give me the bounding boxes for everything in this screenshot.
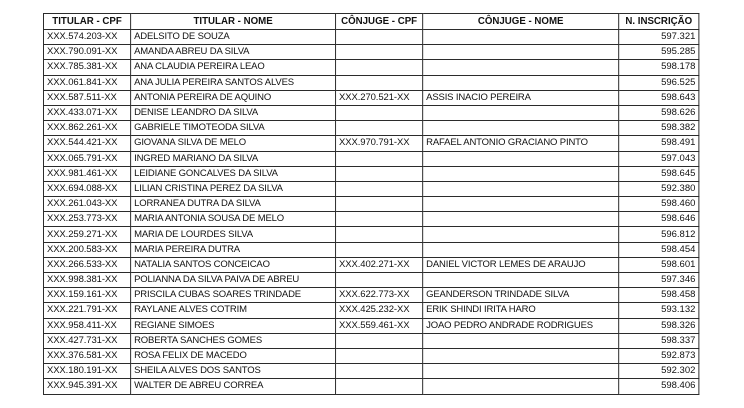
inscricao-cell: 598.458 <box>619 288 699 303</box>
inscricao-cell: 597.346 <box>619 273 699 288</box>
header-titular-nome: TITULAR - NOME <box>131 14 336 30</box>
titular-cpf-cell: XXX.065.791-XX <box>43 151 130 166</box>
titular-cpf-cell: XXX.200.583-XX <box>43 242 130 257</box>
table-row <box>43 105 698 120</box>
inscricao-cell: 598.178 <box>619 60 699 75</box>
table-row <box>43 181 698 196</box>
conjuge-cpf-cell <box>336 121 423 136</box>
inscricao-cell: 596.812 <box>619 227 699 242</box>
inscricao-cell: 595.285 <box>619 45 699 60</box>
titular-cpf-cell: XXX.261.043-XX <box>43 197 130 212</box>
inscricao-cell: 598.382 <box>619 121 699 136</box>
conjuge-nome-cell <box>423 151 619 166</box>
titular-nome-cell: DENISE LEANDRO DA SILVA <box>131 105 336 120</box>
conjuge-cpf-cell <box>336 151 423 166</box>
conjuge-cpf-cell <box>336 364 423 379</box>
titular-nome-cell: ANA JULIA PEREIRA SANTOS ALVES <box>131 75 336 90</box>
inscricao-cell: 598.406 <box>619 379 699 394</box>
conjuge-nome-cell <box>423 348 619 363</box>
conjuge-nome-cell <box>423 105 619 120</box>
titular-cpf-cell: XXX.587.511-XX <box>43 90 130 105</box>
titular-cpf-cell: XXX.981.461-XX <box>43 166 130 181</box>
inscricao-cell: 598.491 <box>619 136 699 151</box>
titular-nome-cell: ROSA FELIX DE MACEDO <box>131 348 336 363</box>
titular-nome-cell: INGRED MARIANO DA SILVA <box>131 151 336 166</box>
conjuge-cpf-cell: XXX.425.232-XX <box>336 303 423 318</box>
table-row <box>43 273 698 288</box>
titular-nome-cell: ANA CLAUDIA PEREIRA LEAO <box>131 60 336 75</box>
table-row <box>43 318 698 333</box>
table-row <box>43 379 698 394</box>
conjuge-cpf-cell <box>336 379 423 394</box>
conjuge-cpf-cell <box>336 166 423 181</box>
conjuge-nome-cell: JOAO PEDRO ANDRADE RODRIGUES <box>423 318 619 333</box>
table-row <box>43 197 698 212</box>
titular-nome-cell: REGIANE SIMOES <box>131 318 336 333</box>
titular-cpf-cell: XXX.945.391-XX <box>43 379 130 394</box>
table-row <box>43 288 698 303</box>
titular-cpf-cell: XXX.574.203-XX <box>43 30 130 45</box>
conjuge-cpf-cell <box>336 273 423 288</box>
titular-nome-cell: NATALIA SANTOS CONCEICAO <box>131 257 336 272</box>
conjuge-cpf-cell <box>336 30 423 45</box>
titular-nome-cell: ROBERTA SANCHES GOMES <box>131 333 336 348</box>
conjuge-nome-cell <box>423 166 619 181</box>
titular-cpf-cell: XXX.998.381-XX <box>43 273 130 288</box>
titular-cpf-cell: XXX.694.088-XX <box>43 181 130 196</box>
conjuge-cpf-cell: XXX.622.773-XX <box>336 288 423 303</box>
titular-nome-cell: ANTONIA PEREIRA DE AQUINO <box>131 90 336 105</box>
titular-nome-cell: ADELSITO DE SOUZA <box>131 30 336 45</box>
conjuge-cpf-cell <box>336 242 423 257</box>
conjuge-nome-cell <box>423 121 619 136</box>
titular-cpf-cell: XXX.958.411-XX <box>43 318 130 333</box>
inscricao-cell: 592.873 <box>619 348 699 363</box>
table-row <box>43 364 698 379</box>
table-row <box>43 45 698 60</box>
titular-cpf-cell: XXX.433.071-XX <box>43 105 130 120</box>
conjuge-nome-cell <box>423 242 619 257</box>
inscricao-cell: 593.132 <box>619 303 699 318</box>
conjuge-nome-cell <box>423 197 619 212</box>
titular-nome-cell: POLIANNA DA SILVA PAIVA DE ABREU <box>131 273 336 288</box>
titular-cpf-cell: XXX.544.421-XX <box>43 136 130 151</box>
inscricao-cell: 592.380 <box>619 181 699 196</box>
conjuge-cpf-cell <box>336 333 423 348</box>
inscricao-cell: 598.460 <box>619 197 699 212</box>
titular-nome-cell: WALTER DE ABREU CORREA <box>131 379 336 394</box>
titular-cpf-cell: XXX.259.271-XX <box>43 227 130 242</box>
titular-nome-cell: LILIAN CRISTINA PEREZ DA SILVA <box>131 181 336 196</box>
table-row <box>43 121 698 136</box>
titular-nome-cell: GIOVANA SILVA DE MELO <box>131 136 336 151</box>
conjuge-cpf-cell <box>336 212 423 227</box>
table-row <box>43 30 698 45</box>
conjuge-nome-cell <box>423 181 619 196</box>
titular-nome-cell: PRISCILA CUBAS SOARES TRINDADE <box>131 288 336 303</box>
conjuge-cpf-cell: XXX.270.521-XX <box>336 90 423 105</box>
inscricao-cell: 598.643 <box>619 90 699 105</box>
table-row <box>43 166 698 181</box>
titular-cpf-cell: XXX.253.773-XX <box>43 212 130 227</box>
inscricao-cell: 598.601 <box>619 257 699 272</box>
conjuge-cpf-cell <box>336 60 423 75</box>
conjuge-cpf-cell: XXX.970.791-XX <box>336 136 423 151</box>
titular-cpf-cell: XXX.180.191-XX <box>43 364 130 379</box>
conjuge-nome-cell: RAFAEL ANTONIO GRACIANO PINTO <box>423 136 619 151</box>
conjuge-nome-cell <box>423 75 619 90</box>
titular-nome-cell: MARIA PEREIRA DUTRA <box>131 242 336 257</box>
conjuge-nome-cell: DANIEL VICTOR LEMES DE ARAUJO <box>423 257 619 272</box>
titular-nome-cell: LORRANEA DUTRA DA SILVA <box>131 197 336 212</box>
conjuge-nome-cell <box>423 30 619 45</box>
conjuge-cpf-cell <box>336 181 423 196</box>
titular-cpf-cell: XXX.862.261-XX <box>43 121 130 136</box>
conjuge-cpf-cell <box>336 75 423 90</box>
inscricao-cell: 598.645 <box>619 166 699 181</box>
table-row <box>43 75 698 90</box>
inscricao-cell: 598.337 <box>619 333 699 348</box>
conjuge-nome-cell <box>423 379 619 394</box>
conjuge-nome-cell <box>423 364 619 379</box>
titular-nome-cell: SHEILA ALVES DOS SANTOS <box>131 364 336 379</box>
titular-nome-cell: RAYLANE ALVES COTRIM <box>131 303 336 318</box>
registration-table <box>43 13 699 395</box>
conjuge-nome-cell <box>423 273 619 288</box>
titular-cpf-cell: XXX.266.533-XX <box>43 257 130 272</box>
conjuge-nome-cell <box>423 227 619 242</box>
conjuge-cpf-cell <box>336 105 423 120</box>
titular-cpf-cell: XXX.785.381-XX <box>43 60 130 75</box>
titular-nome-cell: AMANDA ABREU DA SILVA <box>131 45 336 60</box>
titular-nome-cell: MARIA DE LOURDES SILVA <box>131 227 336 242</box>
table-row <box>43 227 698 242</box>
table-row <box>43 60 698 75</box>
table-header-row <box>43 14 698 30</box>
conjuge-nome-cell: ASSIS INACIO PEREIRA <box>423 90 619 105</box>
table-row <box>43 212 698 227</box>
conjuge-nome-cell: ERIK SHINDI IRITA HARO <box>423 303 619 318</box>
table-row <box>43 151 698 166</box>
titular-cpf-cell: XXX.376.581-XX <box>43 348 130 363</box>
table-row <box>43 348 698 363</box>
titular-cpf-cell: XXX.159.161-XX <box>43 288 130 303</box>
header-conjuge-nome: CÔNJUGE - NOME <box>423 14 619 30</box>
titular-cpf-cell: XXX.790.091-XX <box>43 45 130 60</box>
conjuge-nome-cell <box>423 45 619 60</box>
conjuge-cpf-cell: XXX.559.461-XX <box>336 318 423 333</box>
inscricao-cell: 598.646 <box>619 212 699 227</box>
titular-cpf-cell: XXX.221.791-XX <box>43 303 130 318</box>
conjuge-nome-cell: GEANDERSON TRINDADE SILVA <box>423 288 619 303</box>
conjuge-cpf-cell <box>336 348 423 363</box>
table-row <box>43 303 698 318</box>
titular-nome-cell: MARIA ANTONIA SOUSA DE MELO <box>131 212 336 227</box>
table-row <box>43 333 698 348</box>
table-row <box>43 136 698 151</box>
conjuge-cpf-cell <box>336 45 423 60</box>
inscricao-cell: 592.302 <box>619 364 699 379</box>
table-row <box>43 242 698 257</box>
conjuge-nome-cell <box>423 60 619 75</box>
titular-cpf-cell: XXX.427.731-XX <box>43 333 130 348</box>
titular-nome-cell: LEIDIANE GONCALVES DA SILVA <box>131 166 336 181</box>
inscricao-cell: 597.043 <box>619 151 699 166</box>
inscricao-cell: 598.626 <box>619 105 699 120</box>
conjuge-cpf-cell: XXX.402.271-XX <box>336 257 423 272</box>
header-conjuge-cpf: CÔNJUGE - CPF <box>336 14 423 30</box>
table-row <box>43 257 698 272</box>
conjuge-nome-cell <box>423 212 619 227</box>
conjuge-nome-cell <box>423 333 619 348</box>
table-row <box>43 90 698 105</box>
inscricao-cell: 597.321 <box>619 30 699 45</box>
inscricao-cell: 598.454 <box>619 242 699 257</box>
inscricao-cell: 596.525 <box>619 75 699 90</box>
titular-cpf-cell: XXX.061.841-XX <box>43 75 130 90</box>
titular-nome-cell: GABRIELE TIMOTEODA SILVA <box>131 121 336 136</box>
conjuge-cpf-cell <box>336 227 423 242</box>
conjuge-cpf-cell <box>336 197 423 212</box>
header-inscricao: N. INSCRIÇÃO <box>619 14 699 30</box>
inscricao-cell: 598.326 <box>619 318 699 333</box>
header-titular-cpf: TITULAR - CPF <box>43 14 130 30</box>
